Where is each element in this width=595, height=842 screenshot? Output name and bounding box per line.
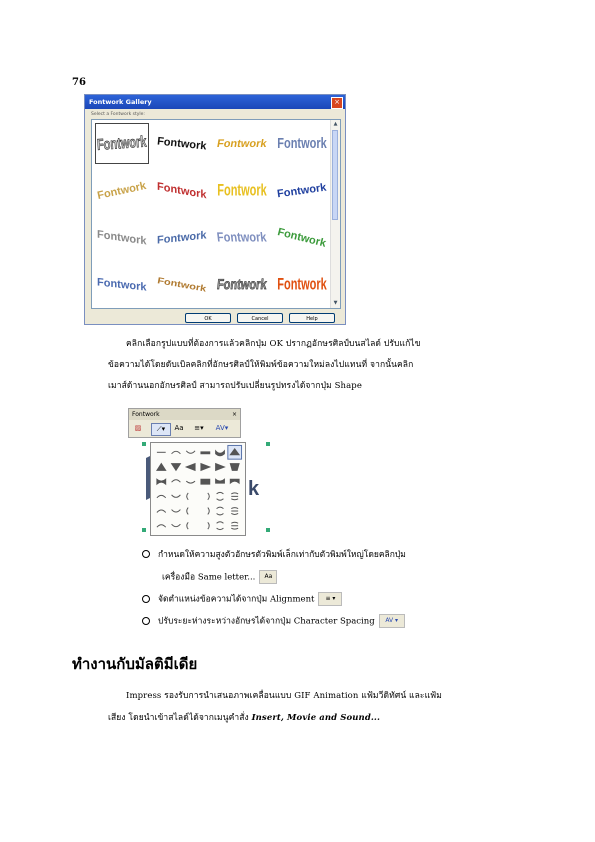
toolbar-close-icon[interactable]: × xyxy=(231,411,237,418)
bullet-text: เครื่องมือ Same letter... xyxy=(162,572,256,583)
para2-text: เสียง โดยนำเข้าสไลด์ได้จากเมนูคำสั่ง xyxy=(108,713,252,723)
shape-option[interactable] xyxy=(157,464,166,471)
shape-option-glyph xyxy=(230,479,239,483)
shape-option-glyph xyxy=(157,479,166,484)
style-item[interactable] xyxy=(152,214,212,261)
fontwork-gallery-icon[interactable]: ▨ xyxy=(134,424,142,432)
fontwork-toolbar xyxy=(128,408,241,438)
style-item-label: Fontwork xyxy=(216,230,268,245)
style-item[interactable] xyxy=(212,214,272,261)
style-item[interactable] xyxy=(212,120,272,167)
shape-option-glyph xyxy=(216,479,225,483)
style-item-label: Fontwork xyxy=(156,275,208,294)
shape-option[interactable] xyxy=(208,508,209,515)
selection-handle[interactable] xyxy=(266,442,270,446)
shape-option[interactable] xyxy=(201,452,210,454)
scroll-up-icon[interactable]: ▲ xyxy=(333,121,338,127)
help-button[interactable]: Help xyxy=(289,313,335,323)
shape-icon[interactable]: ⟋▾ xyxy=(151,423,171,436)
shape-option[interactable] xyxy=(216,464,225,471)
shape-option[interactable] xyxy=(172,464,181,471)
style-item[interactable] xyxy=(212,167,272,214)
bullet-same-letter-line2 xyxy=(162,570,277,585)
para1-line2: ข้อความได้โดยดับเบิลคลิกที่อักษรศิลป์ให้พิมพ์ข้อความใหม่ลงไปแทนที่ จากนั้นคลิก xyxy=(108,360,414,370)
bullet-circle-icon xyxy=(142,550,150,558)
shape-option-glyph xyxy=(172,495,181,497)
shape-option-glyph xyxy=(216,451,225,456)
shape-option-glyph xyxy=(217,492,224,500)
style-item[interactable] xyxy=(272,120,332,167)
dialog-title: Fontwork Gallery xyxy=(85,95,345,109)
bullet-same-letter xyxy=(142,548,406,562)
shape-dropdown xyxy=(150,442,246,536)
style-item[interactable] xyxy=(152,120,212,167)
bullet-text: จัดตำแหน่งข้อความได้จากปุ่ม Alignment xyxy=(158,594,315,605)
shape-option-glyph xyxy=(201,452,210,454)
dialog-caption: Select a Fontwork style: xyxy=(91,112,145,117)
character-spacing-icon[interactable]: AV▾ xyxy=(215,424,229,432)
shape-option[interactable] xyxy=(230,479,239,483)
bullet-text: ปรับระยะห่างระหว่างอักษรได้จากปุ่ม Character Spacing xyxy=(158,616,375,627)
shape-option[interactable] xyxy=(157,525,166,527)
para2-line2 xyxy=(108,708,380,729)
bullet-circle-icon xyxy=(142,595,150,603)
style-item[interactable] xyxy=(272,214,332,261)
shape-option-glyph xyxy=(186,451,195,453)
shape-option[interactable] xyxy=(230,464,239,471)
shape-option-glyph xyxy=(187,522,188,529)
shape-option-glyph xyxy=(231,493,238,500)
shape-option-glyph xyxy=(231,522,238,529)
shape-option-glyph xyxy=(186,481,195,483)
shape-option-glyph xyxy=(208,508,209,515)
style-item-label: Fontwork xyxy=(96,179,148,202)
bullet-character-spacing xyxy=(142,614,405,629)
style-item[interactable] xyxy=(92,214,152,261)
shape-option-glyph xyxy=(157,510,166,512)
style-item-label: Fontwork xyxy=(216,137,268,150)
shape-option[interactable] xyxy=(172,451,181,453)
shape-option-glyph xyxy=(208,522,209,529)
shape-option[interactable] xyxy=(217,492,224,500)
shape-option-glyph xyxy=(201,464,210,471)
fontwork-letter-k: k xyxy=(248,478,260,500)
shape-option[interactable] xyxy=(208,493,209,500)
cancel-button[interactable]: Cancel xyxy=(237,313,283,323)
shape-option[interactable] xyxy=(231,508,238,515)
shape-option[interactable] xyxy=(231,522,238,529)
section-heading: ทำงานกับมัลติมีเดีย xyxy=(72,655,198,673)
page-number: 76 xyxy=(72,77,86,88)
shape-option[interactable] xyxy=(216,479,225,483)
shape-option-glyph xyxy=(216,464,225,471)
shape-option-glyph xyxy=(230,464,239,471)
style-item[interactable] xyxy=(272,167,332,214)
shape-option-glyph xyxy=(172,464,181,471)
style-item[interactable] xyxy=(92,167,152,214)
toolbar-title-text: Fontwork xyxy=(132,411,160,418)
shape-option[interactable] xyxy=(186,481,195,483)
style-item[interactable] xyxy=(272,261,332,308)
style-item-label: Fontwork xyxy=(217,181,267,200)
style-item-label: Fontwork xyxy=(157,228,207,247)
character-spacing-icon: AV ▾ xyxy=(379,614,405,628)
shape-option[interactable] xyxy=(217,522,224,530)
shape-option-glyph xyxy=(157,464,166,471)
para1-line3: เมาส์ด้านนอกอักษรศิลป์ สามารถปรับเปลี่ยนรูปทรงได้จากปุ่ม Shape xyxy=(108,381,362,391)
close-icon[interactable]: × xyxy=(331,97,343,109)
ok-button[interactable]: OK xyxy=(185,313,231,323)
shape-option[interactable] xyxy=(187,508,188,515)
shape-option[interactable] xyxy=(217,507,224,515)
style-gallery xyxy=(91,119,341,309)
shape-option-glyph xyxy=(172,524,181,526)
shape-option[interactable] xyxy=(216,451,225,456)
shape-option-glyph xyxy=(187,508,188,515)
style-grid xyxy=(92,120,332,308)
shape-option[interactable] xyxy=(172,510,181,512)
style-item-label: Fontwork xyxy=(277,135,327,152)
fontwork-gallery-dialog xyxy=(84,94,346,325)
style-item[interactable] xyxy=(152,261,212,308)
para2-line1: Impress รองรับการนำเสนอภาพเคลื่อนแบบ GIF Animation แฟ้มวีดิทัศน์ และแฟ้ม xyxy=(126,691,442,701)
style-item[interactable] xyxy=(92,120,152,167)
bullet-circle-icon xyxy=(142,617,150,625)
shape-option[interactable] xyxy=(228,445,242,459)
scroll-down-icon[interactable]: ▼ xyxy=(333,300,338,306)
bullet-text: กำหนดให้ความสูงตัวอักษรตัวพิมพ์เล็กเท่ากับตัวพิมพ์ใหญ่โดยคลิกปุ่ม xyxy=(158,550,406,560)
style-item[interactable] xyxy=(152,167,212,214)
shape-option-glyph xyxy=(217,522,224,530)
bullet-alignment xyxy=(142,592,342,607)
shape-option[interactable] xyxy=(187,522,188,529)
alignment-icon: ≡ ▾ xyxy=(318,592,342,606)
shape-option[interactable] xyxy=(172,524,181,526)
shape-option[interactable] xyxy=(208,522,209,529)
shape-option[interactable] xyxy=(231,493,238,500)
shape-option-glyph xyxy=(172,451,181,453)
style-item-label: Fontwork xyxy=(97,228,147,247)
para1-line1: คลิกเลือกรูปแบบที่ต้องการแล้วคลิกปุ่ม OK ปรากฏอักษรศิลป์บนสไลด์ ปรับแก้ไข xyxy=(126,339,421,349)
selection-handle[interactable] xyxy=(142,442,146,446)
shape-option[interactable] xyxy=(157,479,166,484)
shape-option[interactable] xyxy=(187,493,188,500)
shape-option[interactable] xyxy=(186,464,195,471)
shape-option-glyph xyxy=(172,510,181,512)
shape-option-glyph xyxy=(231,508,238,515)
style-item[interactable] xyxy=(92,261,152,308)
shape-option[interactable] xyxy=(186,451,195,453)
style-item-label: Fontwork xyxy=(157,180,207,201)
style-item-label: Fontwork xyxy=(216,276,268,293)
gallery-scrollbar[interactable] xyxy=(330,120,340,308)
shape-option[interactable] xyxy=(157,510,166,512)
shape-option-glyph xyxy=(172,480,181,482)
shape-option-glyph xyxy=(157,525,166,527)
shape-option-glyph xyxy=(217,507,224,515)
shape-option[interactable] xyxy=(157,495,166,497)
alignment-icon[interactable]: ≡▾ xyxy=(194,424,204,432)
style-item-label: Fontwork xyxy=(276,225,328,250)
shape-option[interactable] xyxy=(201,479,210,484)
selection-handle[interactable] xyxy=(142,528,146,532)
style-item-label: Fontwork xyxy=(97,275,147,294)
shape-option[interactable] xyxy=(172,480,181,482)
shape-option-glyph xyxy=(187,493,188,500)
scroll-thumb[interactable] xyxy=(332,130,338,220)
shape-option[interactable] xyxy=(172,495,181,497)
style-item-label: Fontwork xyxy=(277,275,327,294)
shape-option-glyph xyxy=(201,479,210,484)
shape-option[interactable] xyxy=(201,464,210,471)
shape-option-glyph xyxy=(186,464,195,471)
selection-handle[interactable] xyxy=(266,528,270,532)
shape-option-glyph xyxy=(157,495,166,497)
same-letter-heights-icon: Aa xyxy=(259,570,277,584)
style-item[interactable] xyxy=(212,261,272,308)
style-item-label: Fontwork xyxy=(156,134,208,153)
style-item-label: Fontwork xyxy=(276,181,328,200)
toolbar-title xyxy=(129,409,240,420)
shape-option-glyph xyxy=(208,493,209,500)
same-letter-heights-icon[interactable]: Aa xyxy=(174,424,184,432)
style-item-label: Fontwork xyxy=(96,133,148,154)
menu-path: Insert, Movie and Sound... xyxy=(251,713,381,723)
